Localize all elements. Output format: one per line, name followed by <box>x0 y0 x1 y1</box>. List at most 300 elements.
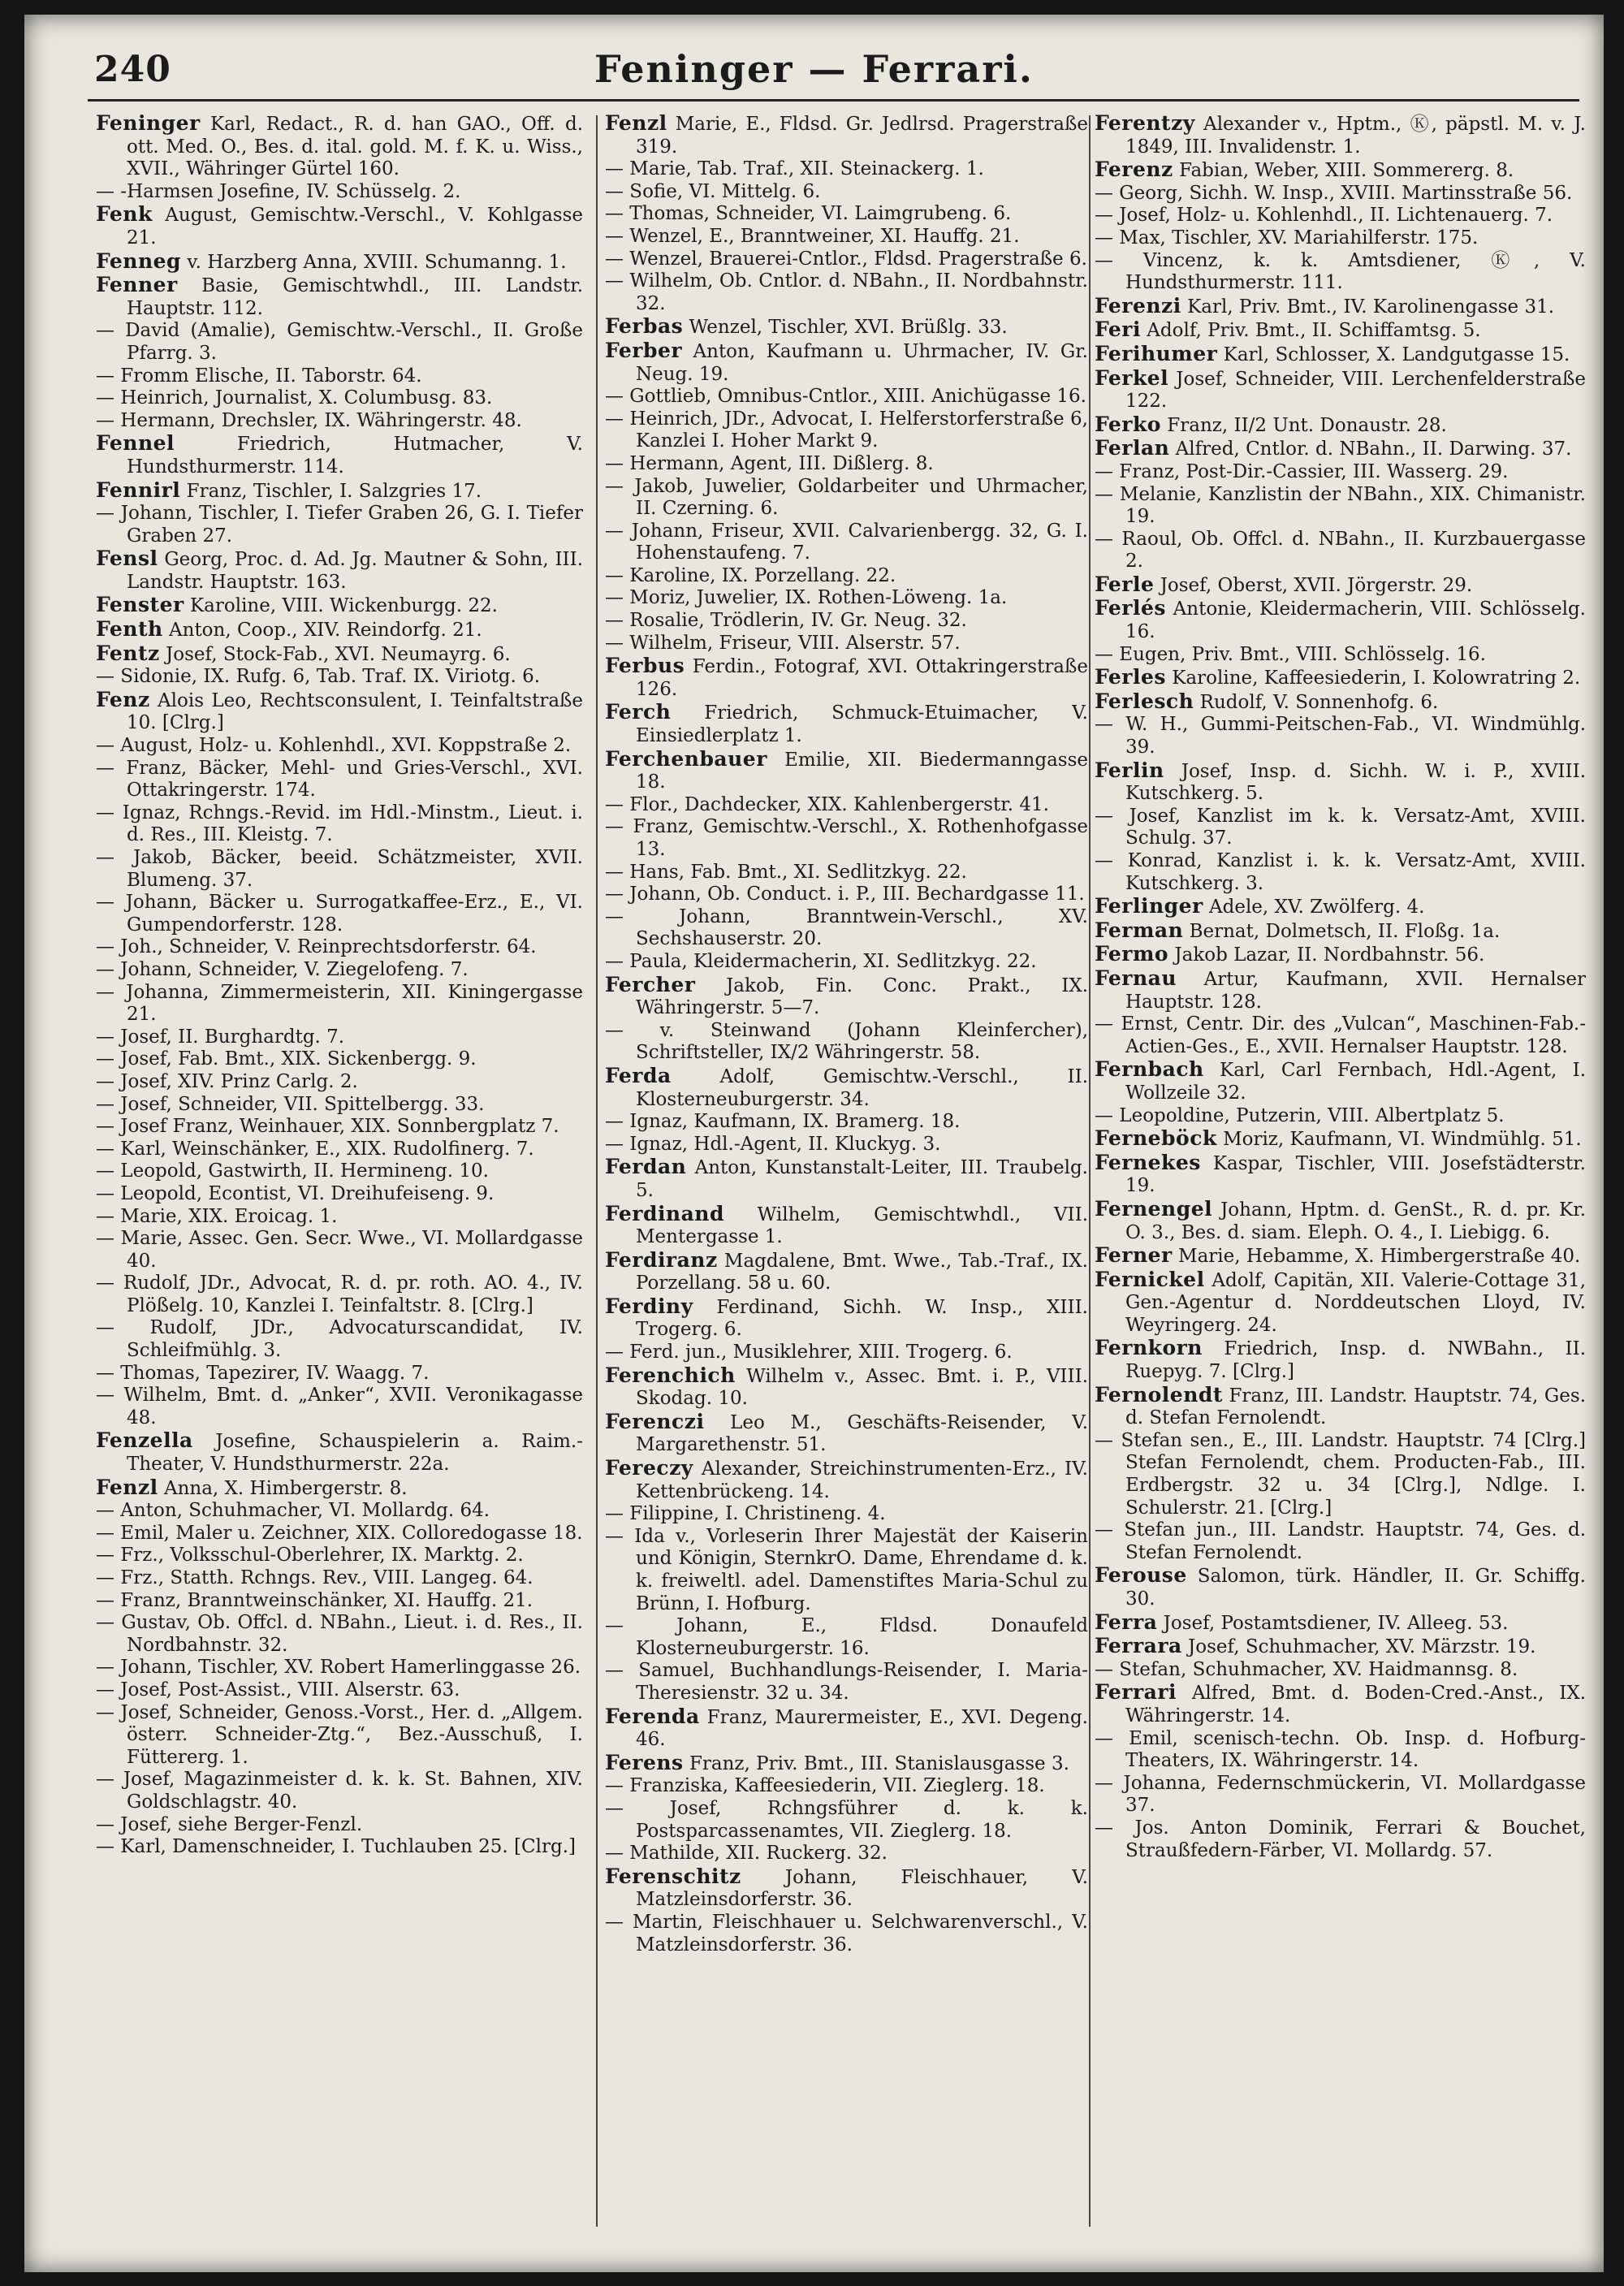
entry-details: Alexander, Streichinstrumenten-Erz., IV. Kettenbrückeng. 14. <box>636 1458 1088 1502</box>
directory-entry <box>96 802 583 847</box>
entry-details: Jakob Lazar, II. Nordbahnstr. 56. <box>1174 944 1485 966</box>
directory-entry <box>1095 250 1586 295</box>
entry-surname: Fennirl <box>96 478 181 502</box>
directory-entry <box>605 339 1088 386</box>
entry-details: — Leopoldine, Putzerin, VIII. Albertplatz 5. <box>1095 1104 1505 1126</box>
directory-entry <box>605 1156 1088 1202</box>
entry-details: — Karl, Damenschneider, I. Tuchlauben 25. [Clrg.] <box>96 1836 576 1858</box>
page-number: 240 <box>94 49 171 90</box>
directory-entry <box>96 432 583 478</box>
entry-details: — Ignaz, Rchngs.-Revid. im Hdl.-Minstm., Lieut. i. d. Res., III. Kleistg. 7. <box>96 802 583 846</box>
entry-surname: Ferner <box>1095 1243 1173 1268</box>
entry-details: — Vincenz, k. k. Amtsdiener, Ⓚ, V. Hundsthurmerstr. 111. <box>1095 249 1586 294</box>
directory-entry <box>605 1295 1088 1342</box>
directory-entry <box>96 1116 583 1139</box>
entry-details: — Ernst, Centr. Dir. des „Vulcan“, Maschinen-Fab.-Actien-Ges., E., XVII. Hernalser Hauptstr. 128. <box>1095 1013 1586 1057</box>
directory-entry <box>605 1342 1088 1364</box>
entry-details: — Emil, scenisch-techn. Ob. Insp. d. Hofburg-Theaters, IX. Währingerstr. 14. <box>1095 1727 1586 1772</box>
entry-details: — August, Holz- u. Kohlenhdl., XVI. Koppstraße 2. <box>96 735 572 757</box>
directory-entry <box>605 1660 1088 1705</box>
directory-entry <box>96 1094 583 1117</box>
directory-entry <box>96 892 583 936</box>
entry-details: — Rudolf, JDr., Advocat, R. d. pr. roth. AO. 4., IV. Plößelg. 10, Kanzlei I. Teinfaltstr. 8. [Clrg.] <box>96 1273 583 1316</box>
entry-details: — Marie, XIX. Eroicag. 1. <box>96 1205 338 1227</box>
directory-entry <box>1095 1152 1586 1198</box>
entry-surname: Ferbas <box>605 314 684 339</box>
directory-entry <box>1095 759 1586 806</box>
directory-entry <box>605 226 1088 248</box>
directory-entry <box>605 974 1088 1020</box>
entry-surname: Feri <box>1095 318 1141 342</box>
entry-details: — W. H., Gummi-Peitschen-Fab., VI. Windmühlg. 39. <box>1095 714 1586 758</box>
entry-details: — Ferd. jun., Musiklehrer, XIII. Trogerg. 6. <box>605 1342 1013 1363</box>
entry-surname: Ferrara <box>1095 1634 1182 1658</box>
directory-entry <box>1095 318 1586 343</box>
directory-entry <box>96 387 583 410</box>
entry-details: Friedrich, Schmuck-Etuimacher, V. Einsiedlerplatz 1. <box>636 702 1088 747</box>
entry-surname: Ferrari <box>1095 1680 1177 1705</box>
directory-entry <box>605 1615 1088 1660</box>
entry-surname: Ferenschitz <box>605 1864 741 1888</box>
entry-surname: Ferihumer <box>1095 341 1218 365</box>
directory-entry <box>605 1752 1088 1776</box>
entry-details: — Rosalie, Trödlerin, IV. Gr. Neug. 32. <box>605 610 967 632</box>
entry-surname: Ferenzi <box>1095 293 1181 318</box>
directory-entry <box>605 951 1088 974</box>
entry-details: — Josef, siehe Berger-Fenzl. <box>96 1813 363 1835</box>
directory-entry <box>1095 1817 1586 1862</box>
directory-entry <box>605 386 1088 408</box>
entry-surname: Ferman <box>1095 918 1184 942</box>
entry-surname: Fermo <box>1095 942 1169 966</box>
entry-surname: Fenzella <box>96 1428 193 1453</box>
entry-details: Alfred, Cntlor. d. NBahn., II. Darwing. 37. <box>1175 439 1572 460</box>
directory-entry <box>96 1612 583 1657</box>
entry-details: — Johann, Schneider, V. Ziegelofeng. 7. <box>96 958 469 980</box>
entry-details: — Josef, Holz- u. Kohlenhdl., II. Lichtenauerg. 7. <box>1095 205 1553 227</box>
directory-entry <box>1095 597 1586 643</box>
entry-surname: Fentz <box>96 641 160 665</box>
entry-details: — Mathilde, XII. Ruckerg. 32. <box>605 1843 888 1865</box>
directory-entry <box>1095 967 1586 1013</box>
entry-surname: Ferlinger <box>1095 894 1203 918</box>
entry-details: — David (Amalie), Gemischtw.-Verschl., II. Große Pfarrg. 3. <box>96 320 583 364</box>
entry-details: — Marie, Assec. Gen. Secr. Wwe., VI. Mollardgasse 40. <box>96 1228 583 1272</box>
directory-entry <box>605 1912 1088 1956</box>
entry-details: Josef, Postamtsdiener, IV. Alleeg. 53. <box>1163 1612 1509 1634</box>
entry-details: Josefine, Schauspielerin a. Raim.-Theater, V. Hundsthurmerstr. 22a. <box>127 1431 583 1476</box>
entry-details: — Johann, Branntwein-Verschl., XV. Sechshauserstr. 20. <box>605 905 1088 950</box>
entry-details: Antonie, Kleidermacherin, VIII. Schlösselg. 16. <box>1125 599 1586 643</box>
entry-surname: Fernau <box>1095 966 1177 990</box>
entry-details: — Marie, Tab. Traf., XII. Steinackerg. 1. <box>605 158 984 180</box>
entry-surname: Ferlés <box>1095 596 1166 620</box>
directory-entry <box>1095 529 1586 573</box>
entry-surname: Ferlin <box>1095 758 1164 782</box>
entry-surname: Fenzl <box>605 112 667 135</box>
entry-details: Wilhelm v., Assec. Bmt. i. P., VIII. Skodag. 10. <box>636 1365 1088 1410</box>
entry-details: — Josef, Schneider, Genoss.-Vorst., Her. d. „Allgem. österr. Schneider-Ztg.“, Bez.-Ausschuß, I. Füttererg. 1. <box>96 1701 583 1768</box>
directory-entry <box>1095 1611 1586 1636</box>
entry-details: Franz, Maurermeister, E., XVI. Degeng. 46. <box>636 1706 1088 1751</box>
directory-entry <box>1095 112 1586 158</box>
directory-entry <box>605 1526 1088 1615</box>
directory-entry <box>96 689 583 735</box>
directory-entry <box>605 1457 1088 1503</box>
directory-entry <box>96 1476 583 1501</box>
directory-entry <box>96 1836 583 1859</box>
directory-entry <box>1095 806 1586 850</box>
entry-details: — Karl, Weinschänker, E., XIX. Rudolfinerg. 7. <box>96 1138 534 1160</box>
directory-entry <box>605 181 1088 204</box>
entry-surname: Fernolendt <box>1095 1382 1223 1407</box>
entry-surname: Ferda <box>605 1063 672 1087</box>
directory-entry <box>605 158 1088 181</box>
entry-details: Karl, Priv. Bmt., IV. Karolinengasse 31. <box>1187 296 1555 318</box>
entry-surname: Fernekes <box>1095 1150 1201 1174</box>
directory-entry <box>96 410 583 433</box>
entry-details: — Hermann, Drechsler, IX. Währingerstr. 48. <box>96 409 522 431</box>
entry-details: — Leopold, Econtist, VI. Dreihufeiseng. 9. <box>96 1182 495 1204</box>
directory-entry <box>96 1702 583 1770</box>
directory-entry <box>96 1139 583 1161</box>
column-1 <box>96 112 583 2264</box>
directory-entry <box>96 503 583 547</box>
entry-details: Adele, XV. Zwölferg. 4. <box>1209 897 1425 918</box>
entry-surname: Ferlan <box>1095 436 1170 460</box>
directory-entry <box>605 633 1088 655</box>
directory-entry <box>605 587 1088 610</box>
entry-details: Leo M., Geschäfts-Reisender, V. Margarethenstr. 51. <box>636 1411 1088 1456</box>
directory-entry <box>96 594 583 618</box>
entry-details: — Sofie, VI. Mittelg. 6. <box>605 180 821 202</box>
directory-entry <box>605 884 1088 906</box>
entry-details: — Franz, Bäcker, Mehl- und Gries-Verschl., XVI. Ottakringerstr. 174. <box>96 757 583 802</box>
directory-entry <box>605 1249 1088 1295</box>
entry-details: — Josef, Post-Assist., VIII. Alserstr. 63. <box>96 1679 460 1700</box>
directory-entry <box>96 1317 583 1362</box>
entry-details: — Joh., Schneider, V. Reinprechtsdorferstr. 64. <box>96 936 537 958</box>
entry-surname: Ferles <box>1095 665 1166 689</box>
entry-details: Ferdin., Fotograf, XVI. Ottakringerstraße 126. <box>636 656 1088 700</box>
entry-details: — Moriz, Juwelier, IX. Rothen-Löweng. 1a. <box>605 587 1008 609</box>
entry-details: Wilhelm, Gemischtwhdl., VII. Mentergasse 1. <box>636 1203 1088 1248</box>
directory-entry <box>605 1134 1088 1156</box>
directory-entry <box>96 547 583 594</box>
directory-entry <box>96 1567 583 1590</box>
entry-details: — Emil, Maler u. Zeichner, XIX. Colloredogasse 18. <box>96 1522 583 1544</box>
running-title: Feninger — Ferrari. <box>594 47 1034 91</box>
entry-surname: Ferens <box>605 1750 684 1774</box>
entry-details: Artur, Kaufmann, XVII. Hernalser Hauptstr. 128. <box>1125 968 1586 1013</box>
entry-details: — Franz, Branntweinschänker, XI. Hauffg. 21. <box>96 1589 533 1611</box>
entry-details: — Fromm Elische, II. Taborstr. 64. <box>96 365 422 387</box>
directory-entry <box>96 1363 583 1385</box>
entry-surname: Fereczy <box>605 1456 693 1480</box>
entry-surname: Fernbach <box>1095 1057 1204 1082</box>
directory-entry <box>96 274 583 320</box>
directory-entry <box>1095 943 1586 967</box>
entry-details: Ferdinand, Sichh. W. Insp., XIII. Trogerg. 6. <box>636 1296 1088 1341</box>
entry-surname: Ferkel <box>1095 365 1169 390</box>
entry-details: Franz, Priv. Bmt., III. Stanislausgasse 3. <box>689 1752 1069 1774</box>
entry-details: — Wilhelm, Ob. Cntlor. d. NBahn., II. Nordbahnstr. 32. <box>605 270 1088 314</box>
directory-entry <box>605 655 1088 701</box>
directory-entry <box>1095 1681 1586 1727</box>
entry-surname: Fernkorn <box>1095 1336 1203 1360</box>
entry-details: — Jakob, Bäcker, beeid. Schätzmeister, XVII. Blumeng. 37. <box>96 847 583 891</box>
directory-entry <box>1095 295 1586 319</box>
entry-details: Anton, Kaufmann u. Uhrmacher, IV. Gr. Neug. 19. <box>636 340 1088 385</box>
directory-entry <box>1095 644 1586 667</box>
directory-entry <box>605 270 1088 315</box>
entry-details: Josef, Stock-Fab., XVI. Neumayrg. 6. <box>166 643 511 665</box>
directory-entry <box>605 453 1088 476</box>
entry-surname: Fenner <box>96 273 178 297</box>
directory-entry <box>605 1775 1088 1798</box>
directory-entry <box>96 1523 583 1545</box>
entry-details: — Johann, Bäcker u. Surrogatkaffee-Erz., E., VI. Gumpendorferstr. 128. <box>96 892 583 936</box>
entry-details: — Wilhelm, Bmt. d. „Anker“, XVII. Veronikagasse 48. <box>96 1385 583 1428</box>
entry-details: Anna, X. Himbergerstr. 8. <box>163 1477 408 1499</box>
directory-entry <box>1095 1268 1586 1337</box>
directory-entry <box>96 1814 583 1837</box>
column-2 <box>605 112 1088 2264</box>
directory-entry <box>96 1500 583 1523</box>
entry-details: — Johanna, Federnschmückerin, VI. Mollardgasse 37. <box>1095 1772 1586 1817</box>
directory-entry <box>605 1111 1088 1134</box>
directory-entry <box>1095 666 1586 690</box>
entry-surname: Ferneböck <box>1095 1126 1217 1151</box>
directory-entry <box>605 794 1088 817</box>
entry-details: — Anton, Schuhmacher, VI. Mollardg. 64. <box>96 1500 490 1522</box>
entry-surname: Ferdinand <box>605 1201 724 1225</box>
directory-entry <box>1095 1519 1586 1564</box>
entry-surname: Ferbus <box>605 654 685 678</box>
directory-entry <box>96 1385 583 1429</box>
entry-surname: Fenzl <box>96 1475 158 1499</box>
entry-details: — Josef, Fab. Bmt., XIX. Sickenbergg. 9. <box>96 1048 477 1070</box>
directory-entry <box>96 959 583 982</box>
directory-entry <box>605 315 1088 339</box>
entry-surname: Fernickel <box>1095 1267 1205 1291</box>
entry-details: Salomon, türk. Händler, II. Gr. Schiffg. 30. <box>1125 1566 1586 1610</box>
entry-details: Adolf, Capitän, XII. Valerie-Cottage 31, Gen.-Agentur d. Norddeutschen Lloyd, IV. Weyringerg. 24. <box>1125 1269 1586 1336</box>
entry-details: Josef, Insp. d. Sichh. W. i. P., XVIII. Kutschkerg. 5. <box>1125 760 1586 805</box>
directory-entry <box>1095 919 1586 944</box>
entry-surname: Fernengel <box>1095 1196 1213 1221</box>
entry-details: — Johann, Tischler, XV. Robert Hamerlinggasse 26. <box>96 1657 581 1679</box>
entry-details: — Johann, Tischler, I. Tiefer Graben 26, G. I. Tiefer Graben 27. <box>96 503 583 547</box>
entry-details: Magdalene, Bmt. Wwe., Tab.-Traf., IX. Porzellang. 58 u. 60. <box>636 1250 1088 1294</box>
directory-entry <box>96 758 583 802</box>
directory-entry <box>96 735 583 758</box>
entry-details: Adolf, Gemischtw.-Verschl., II. Klosterneuburgerstr. 34. <box>636 1065 1088 1110</box>
entry-details: — Raoul, Ob. Offcl. d. NBahn., II. Kurzbauergasse 2. <box>1095 528 1586 573</box>
entry-details: Alexander v., Hptm., Ⓚ, päpstl. M. v. J. 1849, III. Invalidenstr. 1. <box>1125 114 1586 158</box>
directory-entry <box>96 1206 583 1229</box>
directory-entry <box>605 1865 1088 1912</box>
directory-entry <box>1095 690 1586 715</box>
directory-entry <box>1095 1728 1586 1773</box>
entry-details: — Ignaz, Hdl.-Agent, II. Kluckyg. 3. <box>605 1133 941 1155</box>
entry-surname: Ferouse <box>1095 1563 1187 1588</box>
entry-surname: Fenster <box>96 593 184 617</box>
entry-details: Adolf, Priv. Bmt., II. Schiffamtsg. 5. <box>1147 320 1481 342</box>
directory-entry <box>1095 1564 1586 1610</box>
directory-entry <box>1095 1384 1586 1430</box>
directory-entry <box>605 748 1088 794</box>
entry-details: Bernat, Dolmetsch, II. Floßg. 1a. <box>1189 920 1501 942</box>
entry-surname: Ferko <box>1095 412 1161 436</box>
entry-details: — Gottlieb, Omnibus-Cntlor., XIII. Anichügasse 16. <box>605 386 1086 408</box>
entry-details: — Wenzel, Brauerei-Cntlor., Fldsd. Pragerstraße 6. <box>605 248 1087 270</box>
directory-entry <box>605 476 1088 521</box>
entry-details: Karl, Schlosser, X. Landgutgasse 15. <box>1223 344 1570 365</box>
entry-details: — Gustav, Ob. Offcl. d. NBahn., Lieut. i. d. Res., II. Nordbahnstr. 32. <box>96 1612 583 1656</box>
entry-details: — Frz., Statth. Rchngs. Rev., VIII. Langeg. 64. <box>96 1567 533 1588</box>
entry-details: — Samuel, Buchhandlungs-Reisender, I. Maria-Theresienstr. 32 u. 34. <box>605 1660 1088 1704</box>
entry-surname: Ferch <box>605 700 672 724</box>
entry-details: Moriz, Kaufmann, VI. Windmühlg. 51. <box>1223 1129 1582 1151</box>
directory-entry <box>605 1798 1088 1843</box>
entry-details: Kaspar, Tischler, VIII. Josefstädterstr. 19. <box>1125 1152 1586 1197</box>
entry-details: Karoline, VIII. Wickenburgg. 22. <box>189 595 498 617</box>
directory-entry <box>1095 183 1586 205</box>
directory-entry <box>1095 1105 1586 1128</box>
entry-details: Marie, Hebamme, X. Himbergerstraße 40. <box>1178 1246 1581 1268</box>
entry-details: Johann, Hptm. d. GenSt., R. d. pr. Kr. O. 3., Bes. d. siam. Eleph. O. 4., I. Liebigg. 6. <box>1125 1199 1586 1243</box>
entry-details: — Wenzel, E., Branntweiner, XI. Hauffg. 21. <box>605 225 1020 247</box>
directory-entry <box>1095 714 1586 758</box>
entry-details: Friedrich, Hutmacher, V. Hundsthurmerstr. 114. <box>127 434 583 478</box>
entry-details: Fabian, Weber, XIII. Sommererg. 8. <box>1179 160 1514 182</box>
directory-entry <box>1095 1773 1586 1817</box>
entry-details: Alois Leo, Rechtsconsulent, I. Teinfaltstraße 10. [Clrg.] <box>127 689 583 734</box>
entry-details: — Josef, Rchngsführer d. k. k. Postsparcassenamtes, VII. Zieglerg. 18. <box>605 1797 1088 1842</box>
entry-surname: Ferdan <box>605 1155 687 1179</box>
entry-details: — Hans, Fab. Bmt., XI. Sedlitzkyg. 22. <box>605 861 967 883</box>
entry-surname: Ferenda <box>605 1704 700 1728</box>
directory-entry <box>96 1228 583 1273</box>
directory-entry <box>605 248 1088 271</box>
directory-entry <box>1095 484 1586 529</box>
entry-details: — Wilhelm, Friseur, VIII. Alserstr. 57. <box>605 632 961 654</box>
entry-surname: Fennel <box>96 431 175 456</box>
entry-surname: Ferle <box>1095 572 1155 596</box>
directory-entry <box>605 1705 1088 1752</box>
directory-entry <box>96 847 583 892</box>
entry-details: Anton, Kunstanstalt-Leiter, III. Traubelg. 5. <box>636 1157 1088 1201</box>
entry-surname: Ferentzy <box>1095 112 1195 135</box>
directory-entry <box>605 610 1088 633</box>
directory-entry <box>1095 895 1586 919</box>
directory-entry <box>1095 1127 1586 1152</box>
entry-details: Josef, Schuhmacher, XV. Märzstr. 19. <box>1188 1636 1536 1658</box>
column-divider <box>596 115 598 2227</box>
entry-details: Johann, Fleischhauer, V. Matzleinsdorferstr. 36. <box>636 1866 1088 1911</box>
directory-entry <box>1095 1244 1586 1268</box>
directory-entry <box>1095 573 1586 598</box>
directory-entry <box>96 982 583 1026</box>
entry-details: — Franziska, Kaffeesiederin, VII. Zieglerg. 18. <box>605 1775 1045 1797</box>
entry-surname: Ferenz <box>1095 158 1173 182</box>
directory-entry <box>96 1160 583 1183</box>
entry-details: — Josef, Kanzlist im k. k. Versatz-Amt, XVIII. Schulg. 37. <box>1095 805 1586 849</box>
directory-entry <box>96 666 583 689</box>
directory-entry <box>96 250 583 274</box>
entry-details: Josef, Schneider, VIII. Lerchenfelderstraße 122. <box>1125 368 1586 413</box>
directory-entry <box>605 408 1088 453</box>
entry-details: Anton, Coop., XIV. Reindorfg. 21. <box>169 620 482 642</box>
directory-entry <box>1095 343 1586 367</box>
entry-surname: Ferchenbauer <box>605 746 767 771</box>
entry-details: — Franz, Post-Dir.-Cassier, III. Wasserg. 29. <box>1095 460 1509 482</box>
directory-entry <box>96 1048 583 1071</box>
entry-surname: Ferra <box>1095 1610 1158 1634</box>
entry-details: — Josef, Schneider, VII. Spittelbergg. 33. <box>96 1093 485 1115</box>
entry-details: — v. Steinwand (Johann Kleinfercher), Schriftsteller, IX/2 Währingerstr. 58. <box>605 1019 1088 1064</box>
directory-entry <box>1095 461 1586 484</box>
directory-entry <box>605 1203 1088 1249</box>
directory-entry <box>1095 413 1586 438</box>
entry-surname: Feninger <box>96 112 201 135</box>
entry-details: — Flor., Dachdecker, XIX. Kahlenbergerstr. 41. <box>605 793 1049 815</box>
directory-entry <box>1095 1337 1586 1383</box>
entry-details: v. Harzberg Anna, XVIII. Schumanng. 1. <box>187 251 567 273</box>
page-header <box>24 15 1604 104</box>
entry-details: Karoline, Kaffeesiederin, I. Kolowratring 2. <box>1172 668 1581 689</box>
entry-details: — Georg, Sichh. W. Insp., XVIII. Martinsstraße 56. <box>1095 182 1573 204</box>
directory-entry <box>1095 1659 1586 1682</box>
directory-entry <box>1095 367 1586 413</box>
entry-surname: Ferenchich <box>605 1363 736 1387</box>
entry-details: August, Gemischtw.-Verschl., V. Kohlgasse 21. <box>127 205 583 248</box>
entry-details: — Josef, II. Burghardtg. 7. <box>96 1026 345 1048</box>
directory-entry <box>605 565 1088 588</box>
entry-details: — Jakob, Juwelier, Goldarbeiter und Uhrmacher, II. Czerning. 6. <box>605 475 1088 520</box>
entry-details: — Josef, XIV. Prinz Carlg. 2. <box>96 1070 358 1092</box>
directory-entry <box>605 1065 1088 1111</box>
entry-surname: Fensl <box>96 547 158 571</box>
entry-details: — Josef Franz, Weinhauer, XIX. Sonnbergplatz 7. <box>96 1116 559 1138</box>
directory-entry <box>96 1273 583 1317</box>
entry-details: — Johanna, Zimmermeisterin, XII. Kiningergasse 21. <box>96 981 583 1026</box>
entry-surname: Ferlesch <box>1095 689 1194 713</box>
entry-details: Friedrich, Insp. d. NWBahn., II. Ruepyg. 7. [Clrg.] <box>1125 1338 1586 1383</box>
directory-entry <box>96 1590 583 1613</box>
directory-entry <box>96 181 583 204</box>
directory-entry <box>1095 1198 1586 1244</box>
directory-entry <box>605 1020 1088 1065</box>
entry-details: Rudolf, V. Sonnenhofg. 6. <box>1199 691 1439 713</box>
directory-entry <box>605 816 1088 861</box>
entry-details: — Ida v., Vorleserin Ihrer Majestät der Kaiserin und Königin, SternkrO. Dame, Ehrendame d. k. k. freiweltl. adel. Damenstiftes Maria-Schul zu Brünn, I. Hofburg. <box>605 1525 1088 1614</box>
entry-details: — Hermann, Agent, III. Dißlerg. 8. <box>605 452 934 474</box>
entry-details: Josef, Oberst, XVII. Jörgerstr. 29. <box>1160 574 1473 596</box>
entry-surname: Fenneg <box>96 248 182 273</box>
column-divider <box>1089 115 1091 2227</box>
directory-entry <box>96 1429 583 1476</box>
entry-surname: Fercher <box>605 972 696 996</box>
directory-entry <box>96 1769 583 1813</box>
entry-details: — Franz, Gemischtw.-Verschl., X. Rothenhofgasse 13. <box>605 816 1088 860</box>
directory-entry <box>96 1026 583 1049</box>
entry-details: — Sidonie, IX. Rufg. 6, Tab. Traf. IX. Viriotg. 6. <box>96 666 541 688</box>
entry-details: — Frz., Volksschul-Oberlehrer, IX. Marktg. 2. <box>96 1545 524 1566</box>
entry-details: — Rudolf, JDr., Advocaturscandidat, IV. Schleifmühlg. 3. <box>96 1317 583 1362</box>
entry-details: Alfred, Bmt. d. Boden-Cred.-Anst., IX. Währingerstr. 14. <box>1125 1683 1586 1726</box>
